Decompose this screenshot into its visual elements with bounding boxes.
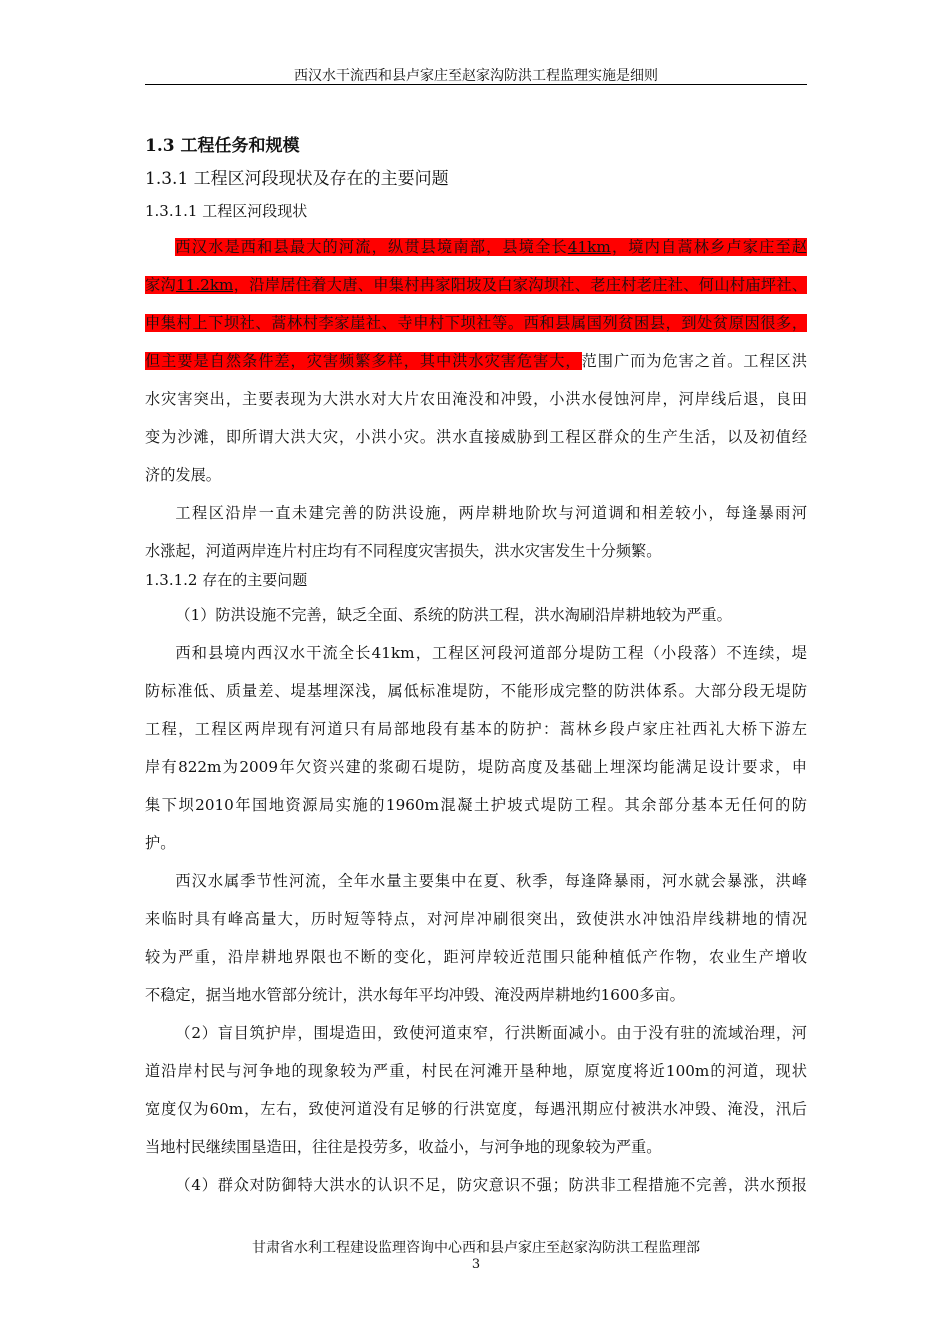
section-heading-1-3-1-1: 1.3.1.1 工程区河段现状 [145, 202, 308, 220]
document-body [145, 136, 807, 1204]
paragraph-line: （4）群众对防御特大洪水的认识不足，防灾意识不强；防洪非工程措施不完善，洪水预报 [175, 1176, 807, 1194]
paragraph-problem-4 [145, 1166, 807, 1204]
paragraph-line: 道沿岸村民与河争地的现象较为严重，村民在河滩开垦种地，原宽度将近100m的河道，现状 [145, 1062, 807, 1080]
paragraph-line [145, 304, 807, 342]
highlighted-text: 申集村上下坝社、蒿林村李家崖社、寺申村下坝社等。西和县属国列贫困县，到处贫原因很多， [145, 314, 807, 332]
header-rule [145, 84, 807, 85]
paragraph-line: 宽度仅为60m，左右，致使河道没有足够的行洪宽度，每遇汛期应付被洪水冲毁、淹没，汛后 [145, 1100, 807, 1118]
paragraph-river-status [145, 228, 807, 494]
paragraph-line: 防标准低、质量差、堤基埋深浅，属低标准堤防，不能形成完整的防洪体系。大部分段无堤防 [145, 682, 807, 700]
paragraph-flood-facilities [145, 494, 807, 570]
highlighted-text: ，沿岸居住着大唐、申集村冉家阳坡及白家沟坝社、老庄村老庄社、何山村庙坪社、 [233, 276, 808, 294]
section-heading-1-3: 1.3 工程任务和规模 [145, 136, 300, 156]
paragraph-line: （2）盲目筑护岸，围堤造田，致使河道束窄，行洪断面减小。由于没有驻的流域治理，河 [175, 1024, 807, 1042]
highlighted-text: 但主要是自然条件差，灾害频繁多样，其中洪水灾害危害大， [145, 352, 582, 370]
paragraph-line: 工程区沿岸一直未建完善的防洪设施，两岸耕地阶坎与河道调和相差较小，每逢暴雨河 [175, 504, 807, 522]
section-heading-1-3-1: 1.3.1 工程区河段现状及存在的主要问题 [145, 169, 449, 189]
paragraph-line: 水灾害突出，主要表现为大洪水对大片农田淹没和冲毁，小洪水侵蚀河岸，河岸线后退，良田 [145, 390, 807, 408]
paragraph-line: 西汉水属季节性河流，全年水量主要集中在夏、秋季，每逢降暴雨，河水就会暴涨，洪峰 [175, 872, 807, 890]
paragraph-line [145, 266, 807, 304]
paragraph-line: 当地村民继续围垦造田，往往是投劳多，收益小，与河争地的现象较为严重。 [145, 1138, 662, 1156]
plain-text: 范围广而为危害之首。工程区洪 [581, 352, 808, 370]
paragraph-levee-status [145, 634, 807, 862]
paragraph-line: 工程，工程区两岸现有河道只有局部地段有基本的防护：蒿林乡段卢家庄社西礼大桥下游左 [145, 720, 807, 738]
paragraph-line [145, 342, 807, 380]
page-footer-org: 甘肃省水利工程建设监理咨询中心西和县卢家庄至赵家沟防洪工程监理部 [252, 1240, 700, 1256]
page-number: 3 [471, 1257, 481, 1272]
paragraph-line: 水涨起，河道两岸连片村庄均有不同程度灾害损失，洪水灾害发生十分频繁。 [145, 542, 662, 560]
highlighted-text: 家沟 [145, 276, 177, 294]
paragraph-line: 较为严重，沿岸耕地界限也不断的变化，距河岸较近范围只能种植低产作物，农业生产增收 [145, 948, 807, 966]
paragraph-line [145, 228, 807, 266]
paragraph-line: 集下坝2010年国地资源局实施的1960m混凝土护坡式堤防工程。其余部分基本无任何的防 [145, 796, 807, 814]
paragraph-line: 不稳定，据当地水管部分统计，洪水每年平均冲毁、淹没两岸耕地约1600多亩。 [145, 986, 685, 1004]
section-heading-1-3-1-2: 1.3.1.2 存在的主要问题 [145, 571, 308, 589]
paragraph-line: 来临时具有峰高量大，历时短等特点，对河岸冲刷很突出，致使洪水冲蚀沿岸线耕地的情况 [145, 910, 807, 928]
paragraph-line: 变为沙滩，即所谓大洪大灾，小洪小灾。洪水直接威胁到工程区群众的生产生活，以及初值经 [145, 428, 807, 446]
paragraph-line: 岸有822m为2009年欠资兴建的浆砌石堤防，堤防高度及基础上埋深均能满足设计要求，申 [145, 758, 807, 776]
highlighted-underlined-text: 11.2km [176, 276, 234, 294]
highlighted-underlined-text: 41km [567, 238, 611, 256]
highlighted-text: ，境内自蒿林乡卢家庄至赵 [610, 238, 808, 256]
highlighted-text: 西汉水是西和县最大的河流，纵贯县境南部，县境全长 [175, 238, 568, 256]
paragraph-problem-1: （1）防洪设施不完善，缺乏全面、系统的防洪工程，洪水淘刷沿岸耕地较为严重。 [175, 606, 732, 624]
paragraph-problem-2 [145, 1014, 807, 1166]
paragraph-line: 济的发展。 [145, 466, 221, 484]
paragraph-line: 西和县境内西汉水干流全长41km，工程区河段河道部分堤防工程（小段落）不连续，堤 [175, 644, 807, 662]
paragraph-seasonal-river [145, 862, 807, 1014]
paragraph-line: 护。 [145, 834, 176, 852]
page-header-title: 西汉水干流西和县卢家庄至赵家沟防洪工程监理实施是细则 [294, 68, 658, 84]
